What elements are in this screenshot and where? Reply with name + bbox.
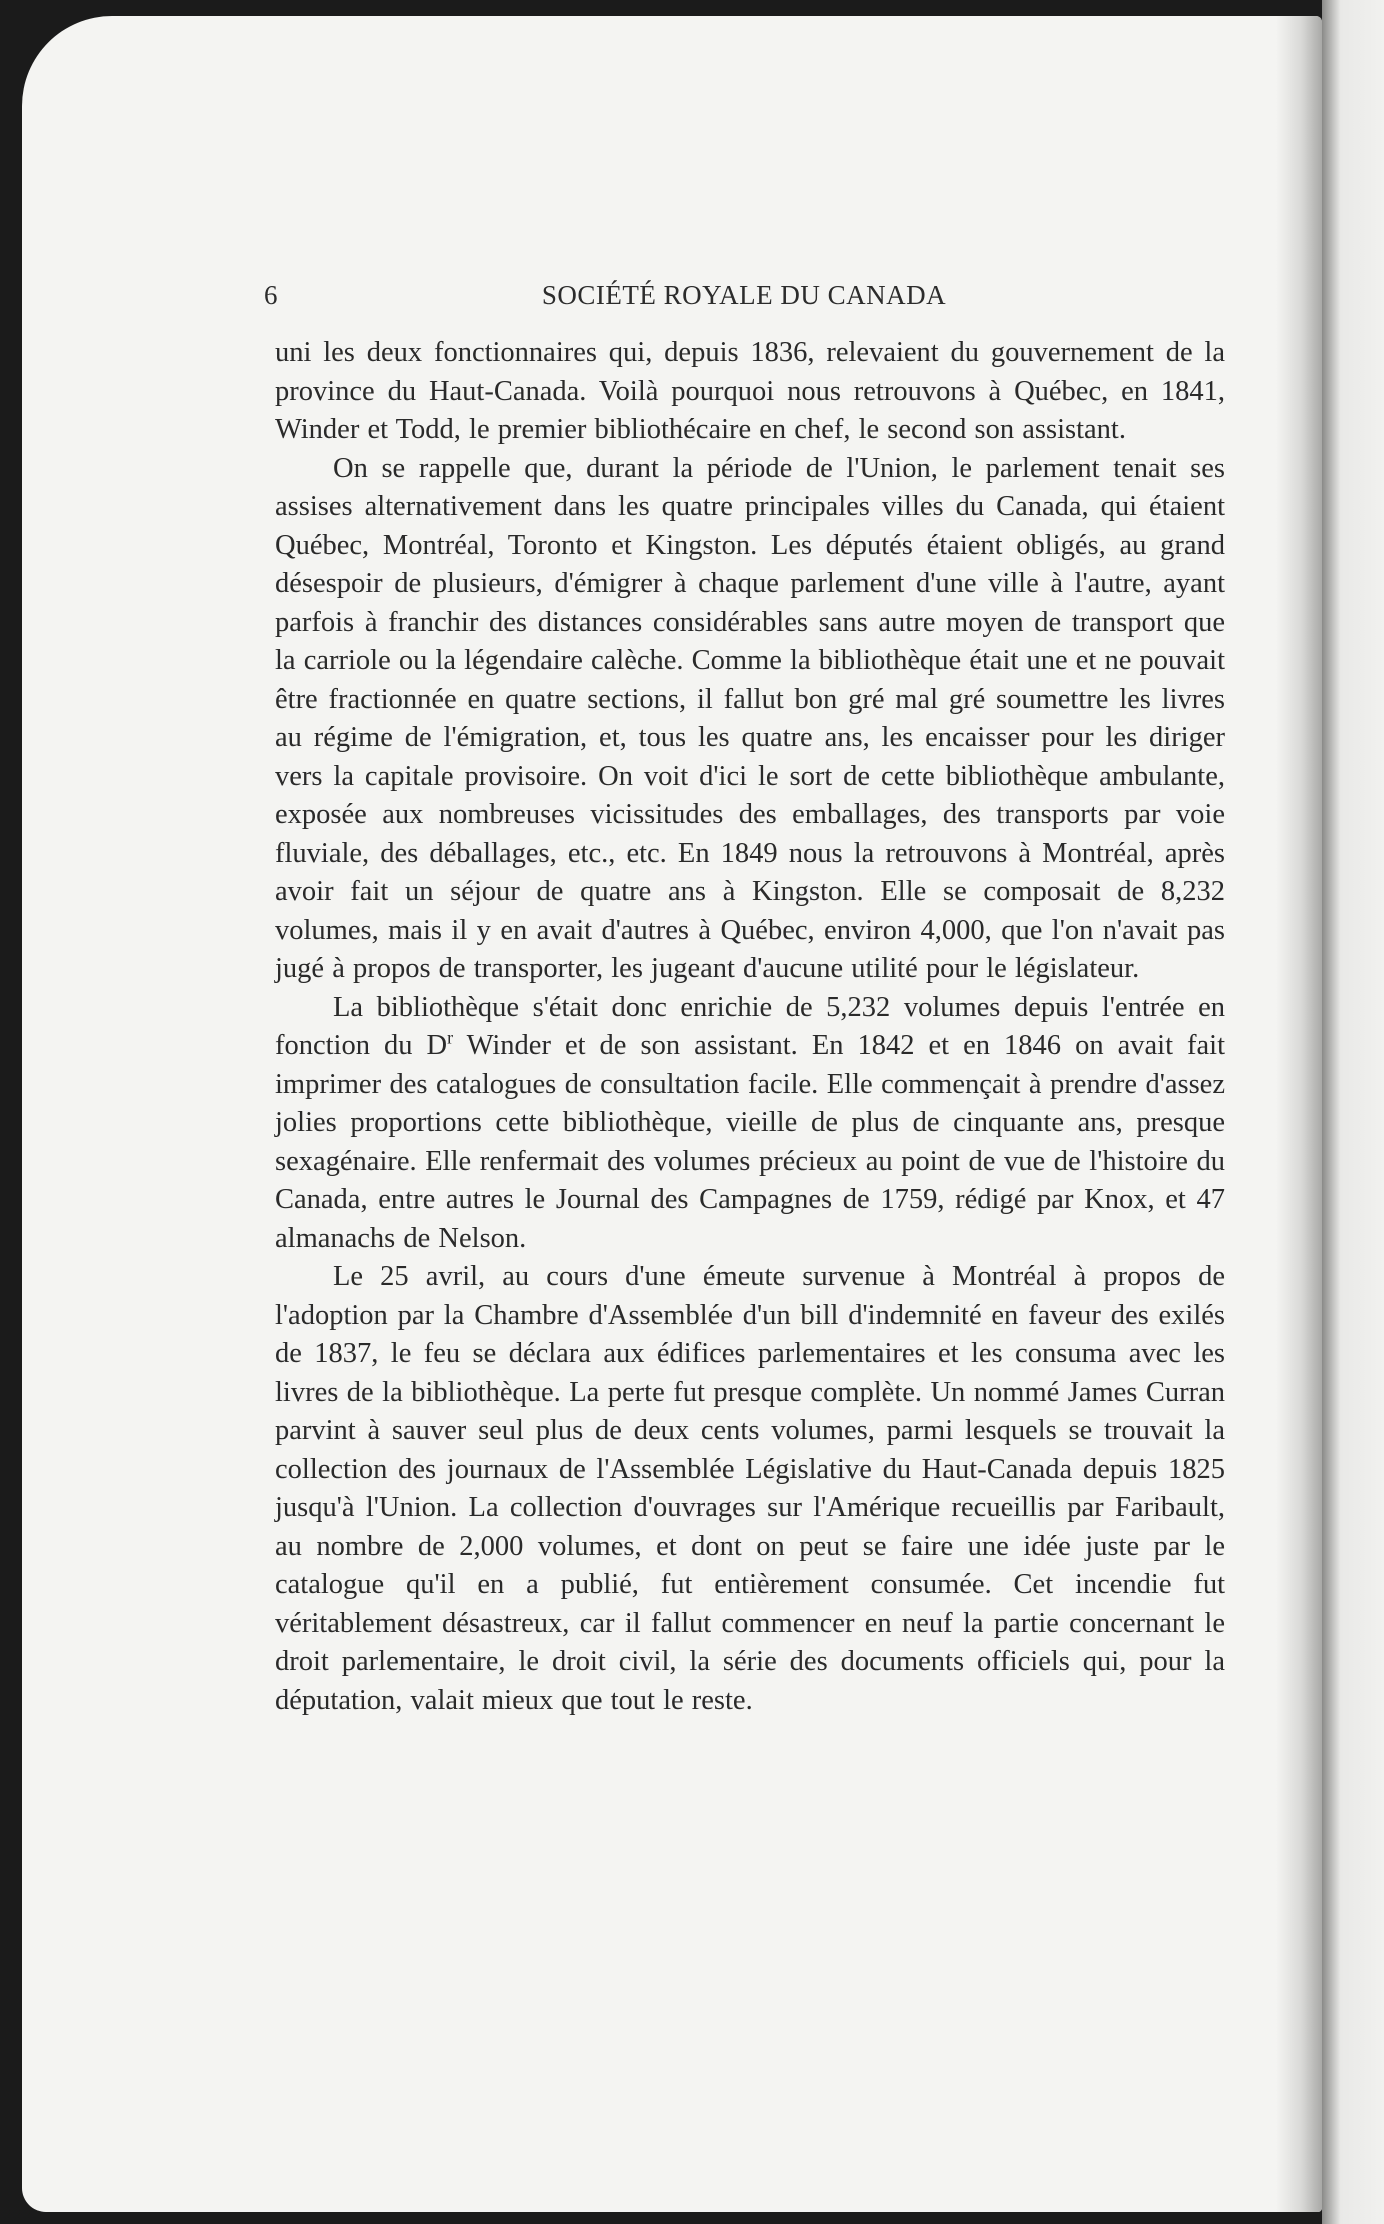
book-page xyxy=(22,16,1322,2212)
paragraph-4: Le 25 avril, au cours d'une émeute survenue à Montréal à propos de l'adoption par la Chambre d'Assemblée d'un bill d'indemnité en faveur des exilés de 1837, le feu se déclara aux édifices parlementaires et les consuma avec les livres de la bibliothèque. La perte fut presque complète. Un nommé James Curran parvint à sauver seul plus de deux cents volumes, parmi lesquels se trouvait la collection des journaux de l'Assemblée Législative du Haut-Canada depuis 1825 jusqu'à l'Union. La collection d'ouvrages sur l'Amérique recueillis par Faribault, au nombre de 2,000 volumes, et dont on peut se faire une idée juste par le catalogue qu'il en a publié, fut entièrement consumée. Cet incendie fut véritablement désastreux, car il fallut commencer en neuf la partie concernant le droit parlementaire, le droit civil, la série des documents officiels qui, pour la députation, valait mieux que tout le reste. xyxy=(275,1261,1225,1716)
paragraph-2: On se rappelle que, durant la période de l'Union, le parlement tenait ses assises alternativement dans les quatre principales villes du Canada, qui étaient Québec, Montréal, Toronto et Kingston. Les députés étaient obligés, au grand désespoir de plusieurs, d'émigrer à chaque parlement d'une ville à l'autre, ayant parfois à franchir des distances considérables sans autre moyen de transport que la carriole ou la légendaire calèche. Comme la bibliothèque était une et ne pouvait être fractionnée en quatre sections, il fallut bon gré mal gré soumettre les livres au régime de l'émigration, et, tous les quatre ans, les encaisser pour les diriger vers la capitale provisoire. On voit d'ici le sort de cette bibliothèque ambulante, exposée aux nombreuses vicissitudes des emballages, des transports par voie fluviale, des déballages, etc., etc. En 1849 nous la retrouvons à Montréal, après avoir fait un séjour de quatre ans à Kingston. Elle se composait de 8,232 volumes, mais il y en avait d'autres à Québec, environ 4,000, que l'on n'avait pas jugé à propos de transporter, les jugeant d'aucune utilité pour le législateur. xyxy=(275,452,1225,984)
paragraph-3-text-b: Winder et de son assistant. En 1842 et en 1846 on avait fait imprimer des catalogues de consultation facile. Elle commençait à prendre d'assez jolies proportions cette bibliothèque, vieille de plus de cinquante ans, presque sexagénaire. Elle renfermait des volumes précieux au point de vue de l'histoire du Canada, entre autres le Journal des Campagnes de 1759, rédigé par Knox, et 47 almanachs de Nelson. xyxy=(275,1030,1225,1254)
page-gutter-shadow xyxy=(1276,16,1322,2212)
paragraph-1: uni les deux fonctionnaires qui, depuis 1836, relevaient du gouvernement de la province du Haut-Canada. Voilà pourquoi nous retrouvons à Québec, en 1841, Winder et Todd, le premier bibliothécaire en chef, le second son assistant. xyxy=(275,337,1225,445)
page-header xyxy=(264,280,1224,320)
superscript-r: r xyxy=(447,1027,454,1048)
page-body xyxy=(275,334,1225,1720)
running-head: SOCIÉTÉ ROYALE DU CANADA xyxy=(541,280,947,310)
next-page-edge xyxy=(1322,0,1384,2224)
paragraph-3 xyxy=(275,989,1225,1259)
paragraph-3-text-a: La bibliothèque s'était donc enrichie de 5,232 volumes depuis l'entrée en fonction du D xyxy=(275,991,1225,1061)
page-number: 6 xyxy=(264,280,278,310)
